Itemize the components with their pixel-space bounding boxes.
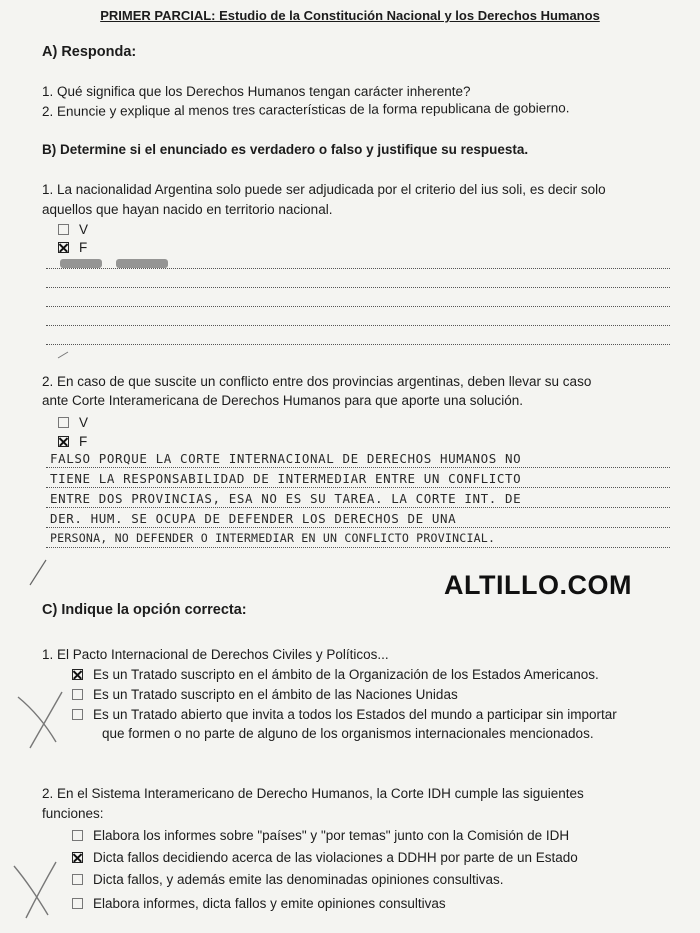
option-label: Es un Tratado abierto que invita a todos los Estados del mundo a participar sin importar <box>93 707 617 722</box>
handwritten-answer-line: FALSO PORQUE LA CORTE INTERNACIONAL DE DERECHOS HUMANOS NO <box>50 451 522 466</box>
section-b-q2-line1: 2. En caso de que suscite un conflicto entre dos provincias argentinas, deben llevar su caso <box>42 374 592 389</box>
option-label: F <box>79 434 88 449</box>
option-label: F <box>79 240 88 255</box>
cross-mark-icon <box>30 692 62 748</box>
section-a-heading: A) Responda: <box>42 44 137 60</box>
section-c-q2-line2: funciones: <box>42 806 104 821</box>
option-label: Dicta fallos decidiendo acerca de las violaciones a DDHH por parte de un Estado <box>93 850 578 865</box>
c-q1-option-3-continuation: que formen o no parte de alguno de los organismos internacionales mencionados. <box>102 726 594 741</box>
cross-mark-icon <box>26 862 56 918</box>
section-c-heading: C) Indique la opción correcta: <box>42 602 247 618</box>
pen-stroke <box>30 560 46 585</box>
option-label: Elabora informes, dicta fallos y emite opiniones consultivas <box>93 896 446 911</box>
section-c-q2-line1: 2. En el Sistema Interamericano de Derecho Humanos, la Corte IDH cumple las siguientes <box>42 786 584 801</box>
handwritten-answer-line: ENTRE DOS PROVINCIAS, ESA NO ES SU TAREA. LA CORTE INT. DE <box>50 491 522 506</box>
option-label: Elabora los informes sobre "países" y "por temas" junto con la Comisión de IDH <box>93 828 570 843</box>
option-label: Es un Tratado suscripto en el ámbito de las Naciones Unidas <box>93 687 458 702</box>
handwritten-answer-line: PERSONA, NO DEFENDER O INTERMEDIAR EN UN CONFLICTO PROVINCIAL. <box>50 531 496 545</box>
handwritten-answer-line: TIENE LA RESPONSABILIDAD DE INTERMEDIAR ENTRE UN CONFLICTO <box>50 471 522 486</box>
option-label: V <box>79 415 89 430</box>
section-b-q1-line1: 1. La nacionalidad Argentina solo puede ser adjudicada por el criterio del ius soli, es decir solo <box>42 182 606 197</box>
section-b-heading: B) Determine si el enunciado es verdadero o falso y justifique su respuesta. <box>42 142 529 157</box>
section-b-q2-line2: ante Corte Interamericana de Derechos Humanos para que aporte una solución. <box>42 393 524 408</box>
section-a-question-2: 2. Enuncie y explique al menos tres características de la forma republicana de gobierno. <box>41 100 570 119</box>
section-a-question-1: 1. Qué significa que los Derechos Humanos tengan carácter inherente? <box>42 84 471 99</box>
pen-stroke <box>58 352 68 358</box>
option-label: Es un Tratado suscripto en el ámbito de la Organización de los Estados Americanos. <box>93 667 599 682</box>
section-b-q1-line2: aquellos que hayan nacido en territorio nacional. <box>42 202 333 217</box>
option-label: V <box>79 222 89 237</box>
handwritten-answer-line: DER. HUM. SE OCUPA DE DEFENDER LOS DERECHOS DE UNA <box>50 511 457 526</box>
section-c-q1-stem: 1. El Pacto Internacional de Derechos Civiles y Políticos... <box>42 647 389 662</box>
exam-title: PRIMER PARCIAL: Estudio de la Constitución Nacional y los Derechos Humanos <box>100 8 600 23</box>
watermark-logo: ALTILLO.COM <box>444 570 632 600</box>
option-label: Dicta fallos, y además emite las denominadas opiniones consultivas. <box>93 872 504 887</box>
